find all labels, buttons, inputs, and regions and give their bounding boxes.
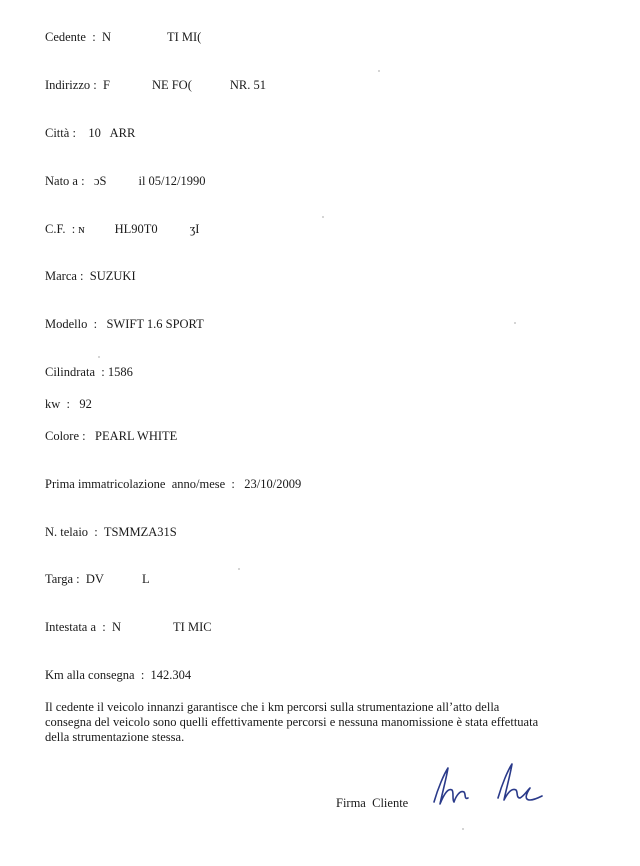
field-colore <box>45 430 177 443</box>
targa-sep: : <box>76 572 80 586</box>
km-sep: : <box>140 668 145 682</box>
field-targa <box>45 573 150 586</box>
modello-label: Modello <box>45 317 88 331</box>
telaio-value: TSMMZA31S <box>103 525 177 539</box>
cedente-value-part1: N <box>101 30 111 44</box>
kw-sep: : <box>66 397 71 411</box>
scan-speck <box>378 70 380 72</box>
intestata-value-part1: N <box>112 620 122 634</box>
prima-value: 23/10/2009 <box>244 477 302 491</box>
modello-value: SWIFT 1.6 SPORT <box>106 317 204 331</box>
cf-sep: : <box>71 222 76 236</box>
field-nato-a <box>45 175 206 188</box>
citta-label: Città <box>45 126 70 140</box>
citta-sep: : <box>72 126 76 140</box>
declaration-line: della strumentazione stessa. <box>45 729 185 744</box>
declaration-line: Il cedente il veicolo innanzi garantisce che i km percorsi sulla strumentazione all’atto della <box>45 700 500 714</box>
field-cedente <box>45 31 201 44</box>
indirizzo-value-part1: F <box>102 78 110 92</box>
telaio-label: N. telaio <box>45 525 89 539</box>
marca-sep: : <box>80 269 84 283</box>
targa-value-part2: L <box>141 572 150 586</box>
scan-speck <box>322 216 324 218</box>
indirizzo-label: Indirizzo <box>45 78 91 92</box>
cf-label: C.F. <box>45 222 66 236</box>
intestata-value-part2: TI MIC <box>173 620 212 634</box>
cf-value-part1: ɴ <box>78 222 85 236</box>
field-indirizzo <box>45 79 266 92</box>
indirizzo-value-part2: NE FO( <box>151 78 192 92</box>
scan-speck <box>98 356 100 358</box>
targa-label: Targa <box>45 572 74 586</box>
colore-label: Colore <box>45 429 80 443</box>
field-codice-fiscale <box>45 223 199 236</box>
declaration-line: consegna del veicolo sono quelli effettivamente percorsi e nessuna manomissione è stata effettuata <box>45 714 539 729</box>
nato-value-part2: il 05/12/1990 <box>138 174 206 188</box>
field-prima-immatricolazione <box>45 478 301 491</box>
kw-value: 92 <box>79 397 92 411</box>
field-citta <box>45 127 135 140</box>
firma-cliente-label: Firma Cliente <box>336 796 409 810</box>
field-modello <box>45 318 204 331</box>
km-value: 142.304 <box>150 668 192 682</box>
field-numero-telaio <box>45 526 177 539</box>
nato-label: Nato a <box>45 174 78 188</box>
field-kw <box>45 398 92 411</box>
signature-drawing <box>426 758 556 818</box>
cilindrata-value: 1586 <box>107 365 133 379</box>
marca-label: Marca <box>45 269 77 283</box>
intestata-sep: : <box>102 620 106 634</box>
field-km-consegna <box>45 669 191 682</box>
prima-sep: : <box>231 477 235 491</box>
km-label: Km alla consegna <box>45 668 135 682</box>
declaration-paragraph <box>45 700 605 744</box>
handwritten-signature <box>426 758 556 818</box>
indirizzo-sep: : <box>93 78 97 92</box>
cf-value-part3: ʒI <box>189 222 200 236</box>
scan-speck <box>462 828 464 830</box>
field-marca <box>45 270 136 283</box>
targa-value-part1: DV <box>85 572 104 586</box>
telaio-sep: : <box>94 525 98 539</box>
colore-sep: : <box>82 429 86 443</box>
marca-value: SUZUKI <box>89 269 136 283</box>
modello-sep: : <box>93 317 98 331</box>
indirizzo-value-part3: NR. 51 <box>229 78 266 92</box>
scan-speck <box>238 568 240 570</box>
kw-label: kw <box>45 397 61 411</box>
prima-label: Prima immatricolazione anno/mese <box>45 477 226 491</box>
intestata-label: Intestata a <box>45 620 97 634</box>
cilindrata-sep: : <box>101 365 105 379</box>
cedente-value-part2: TI MI( <box>166 30 202 44</box>
cilindrata-label: Cilindrata <box>45 365 95 379</box>
cedente-label: Cedente <box>45 30 86 44</box>
colore-value: PEARL WHITE <box>95 429 178 443</box>
nato-value-part1: ɔS <box>93 174 107 188</box>
cf-value-part2: HL90T0 <box>114 222 158 236</box>
cedente-sep: : <box>92 30 96 44</box>
field-cilindrata <box>45 366 133 379</box>
citta-value-part1: 10 <box>88 126 101 140</box>
nato-sep: : <box>81 174 85 188</box>
citta-value-part2: ARR <box>109 126 136 140</box>
scan-speck <box>514 322 516 324</box>
field-intestata-a <box>45 621 212 634</box>
